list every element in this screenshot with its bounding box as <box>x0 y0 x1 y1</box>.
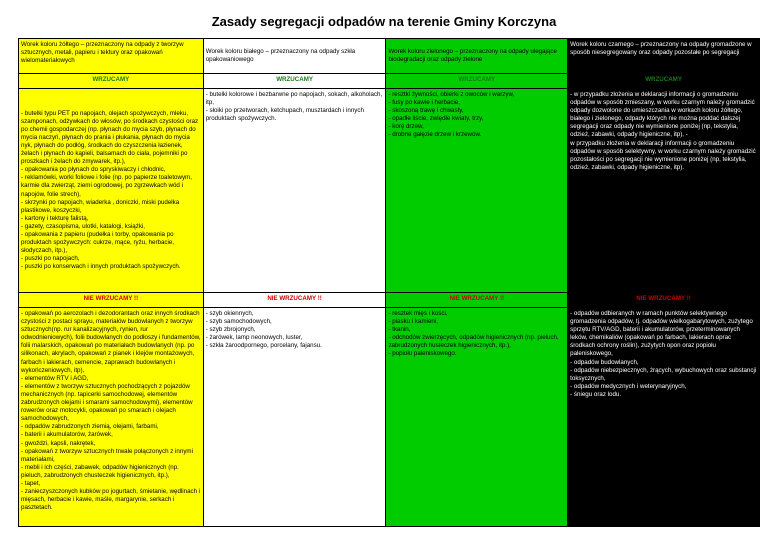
yellow-allowed-text: - butelki typu PET po napojach, olejach spożywczych, mleku, szamponach, odżywkach do włosów, po środkach czystości oraz po chemii gospodarczej (np. płynach do mycia szyb, płynach do mycia naczyń, płynach do prania i płukania, płynach do mycia nyk, płynach do podłóg, środkach do czyszczenia łazienek, żelach i płynach do kąpieli, balsamach do ciała, pojemniki po proszkach i żelach do zmywarek, itp.), - opakowania po płynach do spryskiwaczy i chłodnic, - reklamówki, worki foliowe i folie (np. po papierze toaletowym, karmie dla zwierząt, ziemi ogrodowej, po zgrzewkach wód i napojów, folie strech), - skrzynki po napojach, wiaderka , doniczki, miski pudełka plastikowe, koszyczki, - kartony i tekturę falistą, - gazety, czasopisma, ulotki, katalogi, książki, - opakowania z papieru (pudełka i torby, opakowania po produktach spożywczych: cukrze, mące, ryżu, herbacie, słodyczach, itp.), - puszki po napojach, - puszki po konserwach i innych produktach spożywczych. <box>21 109 199 271</box>
green-forbidden-items <box>386 308 568 527</box>
allowed-items-row <box>19 89 760 293</box>
yellow-allowed-items <box>19 89 204 293</box>
page-title: Zasady segregacji odpadów na terenie Gminy Korczyna <box>211 14 557 29</box>
white-forbidden-label: NIE WRZUCAMY !! <box>203 293 386 308</box>
black-allowed-items <box>568 89 760 293</box>
white-allowed-label: WRZUCAMY <box>203 74 386 89</box>
black-forbidden-text: - odpadów odbieranych w ramach punktów selektywnego gromadzenia odpadów, tj. odpadów wielkogabarytowych, zużytego sprzętu RTV/AGD, baterii i akumulatorów, przeterminowanych leków, chemikaliów (opakowań po farbach, lakierach oprac środkach ochrony roślin), zużytych opon oraz popiołu paleniskowego, - odpadów budowlanych, - odpadów niebezpiecznych, żrących, wybuchowych oraz substancji toksycznych, - odpadów medycznych i weterynaryjnych, - śniegu oraz lodu. <box>570 310 757 398</box>
yellow-forbidden-items <box>19 308 204 527</box>
white-allowed-text: - butelki kolorowe i bezbarwne po napojach, sokach, alkoholach, itp, - słoiki po przetworach, ketchupach, musztardach i innych produktach spożywczych. <box>205 91 383 123</box>
yellow-forbidden-label: NIE WRZUCAMY !! <box>19 293 204 308</box>
forbidden-items-row <box>19 308 760 527</box>
black-allowed-text: - w przypadku złożenia w deklaracji informacji o gromadzeniu odpadów w sposób zmieszany, w worku czarnym należy gromadzić odpady dozwolone do umieszczania w workach koloru żółtego, białego i zielonego, odpady których nie można poddać dalszej segregacji oraz odpady nie wymienione poniżej (np, tekstylia, odzież, zabawki, odpady higieniczne, itp), - w przypadku złożenia w deklaracji informacji o gromadzeniu odpadów w sposób selektywny, w worku czarnym należy gromadzić pozostałości po segregacji nie wymienione poniżej (np, tekstylia, odzież, zabawki, odpady higieniczne, itp). <box>570 91 756 171</box>
black-bag-header: Worek koloru czarnego – przeznaczony na odpady gromadzone w sposób niesegregowany oraz odpady pozostałe po segregacji <box>568 39 760 74</box>
header-row <box>19 39 760 74</box>
segregation-table <box>18 38 760 527</box>
white-forbidden-text: - szyb okiennych, - szyb samochodowych, - szyb zbrojonych, - żarówek, lamp neonowych, luster, - szkła żaroodpornego, porcelany, fajansu. <box>205 310 322 350</box>
green-allowed-text: - resztki żywności, obierki z owoców i warzyw, - fusy po kawie i herbacie, - skoszoną trawę i chwasty, - opadłe liście, zwiędłe kwiaty, trzy, - korę drzew, - drobne gałęzie drzew i krzewów. <box>388 91 515 139</box>
forbidden-label-row <box>19 293 760 308</box>
yellow-forbidden-text: - opakowań po aerozolach i dezodorantach oraz innych środkach czystości z postaci sprayu, materiałów budowlanych z tworzyw sztucznych(np. rur kanalizacyjnych, rynien, rur odwodnieniowych), folii budowlanych do podłoszy i fundamentów, folii malarskich, opakowań po materiałach budowlanych (np. po silikonach, akrylach, opakowań z pianek i klejów montażowych, farbach i lakierach, cemencie, zaprawach budowlanych i wykończeniowych, itp), - elementów RTV i AGD, - elementów z tworzyw sztucznych pochodzących z pojazdów mechanicznych (np. tapicerki samochodowej, elementów zabrudzonych olejami i smarami samochodowymi), elementów rowerów oraz motocykli, opakowań po smarach i olejach samochodowych, - odpadów zabrudzonych ziemią, olejami, farbami, - baterii i akumulatorów, żarówek, - gwoździ, kapsli, nakrętek, - opakowań z tworzyw sztucznych trwale połączonych z innymi materiałami, - mebli i ich części, zabawek, odpadów higienicznych (np. pieluch, zabrudzonych chusteczek higienicznych, itp.), - tapet, - zanieczyszczonych kubków po jogurtach, śmietanie, wędlinach i mięsach, herbacie i kawie, maśle, margarynie, serkach i pasztetach. <box>21 310 201 512</box>
white-allowed-items <box>203 89 386 293</box>
black-forbidden-items <box>568 308 760 527</box>
yellow-bag-header: Worek koloru żółtego – przeznaczony na odpady z tworzyw sztucznych, metali, papieru i tektury oraz opakowań wielomateriałowych <box>19 39 204 74</box>
green-allowed-label: WRZUCAMY <box>386 74 568 89</box>
green-forbidden-text: - resztek mięs i kości, - piasku i kamieni, - tkanin, - odchodów zwierzęcych, odpadów higienicznych (np. pieluch, zabrudzonych husteczek higienicznych, itp.), - popiołu paleniskowego. <box>388 310 559 358</box>
green-bag-header: Worek koloru zielonego – przeznaczony na odpady ulegające biodegradacji oraz odpady zielone <box>386 39 568 74</box>
black-allowed-label: WRZUCAMY <box>568 74 760 89</box>
black-forbidden-label: NIE WRZUCAMY !! <box>568 293 760 308</box>
green-forbidden-label: NIE WRZUCAMY !! <box>386 293 568 308</box>
white-bag-header: Worek koloru białego – przeznaczony na odpady szkła opakowaniowego <box>203 39 386 74</box>
white-forbidden-items <box>203 308 386 527</box>
allowed-label-row <box>19 74 760 89</box>
yellow-allowed-label: WRZUCAMY <box>19 74 204 89</box>
green-allowed-items <box>386 89 568 293</box>
